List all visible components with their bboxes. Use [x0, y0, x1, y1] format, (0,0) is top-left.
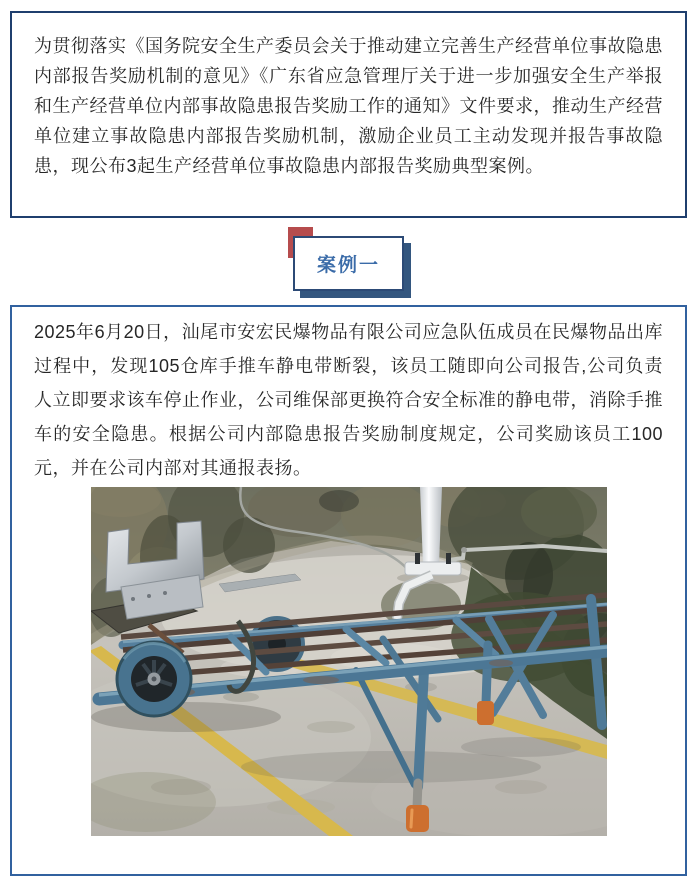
- handcart-photo: [91, 487, 607, 836]
- front-wheel: [117, 642, 191, 716]
- intro-paragraph: 为贯彻落实《国务院安全生产委员会关于推动建立完善生产经营单位事故隐患内部报告奖励机制的意见》《广东省应急管理厅关于进一步加强安全生产举报和生产经营单位内部事故隐患报告奖励工作的通知》文件要求，推动生产经营单位建立事故隐患内部报告奖励机制，激励企业员工主动发现并报告事故隐患，现公布3起生产经营单位事故隐患内部报告奖励典型案例。: [34, 36, 663, 176]
- case-one-panel: [10, 305, 687, 876]
- case-one-badge: [293, 236, 404, 291]
- badge-label: 案例一: [293, 236, 404, 291]
- case-one-paragraph: 2025年6月20日，汕尾市安宏民爆物品有限公司应急队伍成员在民爆物品出库过程中，发现105仓库手推车静电带断裂，该员工随即向公司报告,公司负责人立即要求该车停止作业，公司维保部更换符合安全标准的静电带，消除手推车的安全隐患。根据公司内部隐患报告奖励制度规定，公司奖励该员工100元，并在公司内部对其通报表扬。: [34, 322, 663, 478]
- intro-panel: [10, 11, 687, 218]
